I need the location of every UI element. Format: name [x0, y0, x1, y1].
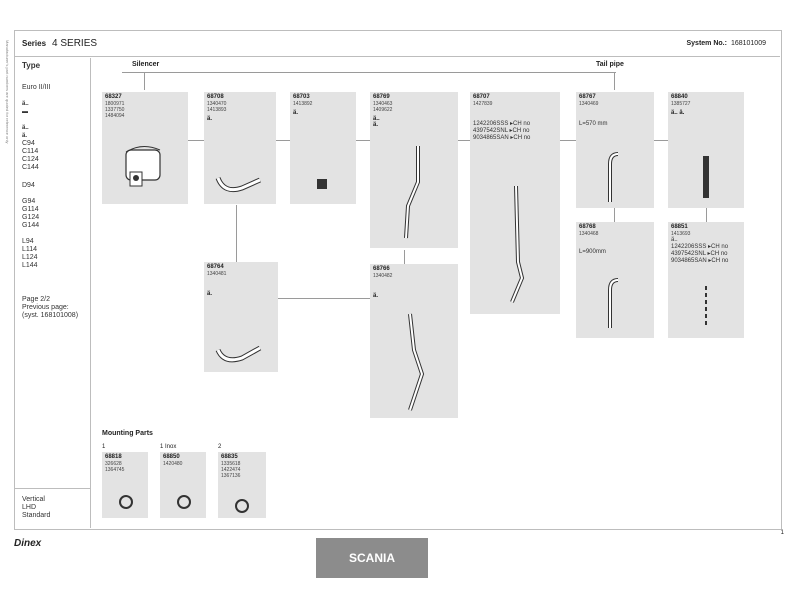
pipe-drawing	[504, 182, 534, 308]
part-refs: 1340481	[207, 271, 227, 277]
part-box-68767[interactable]	[576, 92, 654, 208]
connector-7	[236, 205, 237, 263]
symbol-mark: ä.	[373, 293, 379, 299]
part-box-68850[interactable]	[160, 452, 206, 518]
mount-pre-68818: 1	[102, 444, 106, 450]
euro-label: Euro II/III	[22, 84, 51, 91]
part-refs: 1800971 1337750 1484094	[105, 101, 125, 119]
length-note: L=570 mm	[579, 121, 608, 127]
models-c: C94 C114 C124 C144	[22, 140, 39, 171]
part-refs: 1420480	[163, 461, 183, 467]
symbol-mark: ä..	[671, 237, 678, 243]
part-refs: 1340469	[579, 101, 599, 107]
header-divider	[14, 56, 780, 57]
part-refs: 1340470 1413893	[207, 101, 227, 113]
part-refs: 1340463 1409622	[373, 101, 393, 113]
pipe-drawing	[398, 142, 428, 242]
part-box-68769[interactable]	[370, 92, 458, 248]
part-box-68764[interactable]	[204, 262, 278, 372]
system-value: 168101009	[730, 40, 766, 47]
connector-5	[560, 140, 576, 141]
length-note: L=900mm	[579, 249, 606, 255]
dinex-logo: Dinex	[14, 538, 42, 549]
part-number: 68708	[207, 94, 224, 100]
hose-drawing	[214, 340, 270, 368]
symbol-mark: ä.	[207, 116, 213, 122]
series-label: Series	[22, 39, 47, 48]
part-refs: 1335618 1422474 1367136	[221, 461, 241, 479]
part-number: 68835	[221, 454, 238, 460]
connector-top	[122, 72, 616, 73]
mounting-heading: Mounting Parts	[102, 430, 153, 437]
part-refs: 1413892	[293, 101, 313, 107]
system-label: System No.:	[686, 40, 727, 47]
series-value: 4 SERIES	[52, 38, 98, 49]
part-box-68851[interactable]	[668, 222, 744, 338]
part-refs: 1340468	[579, 231, 599, 237]
part-refs: 1413693	[671, 231, 691, 237]
system-number	[686, 40, 766, 47]
part-box-68766[interactable]	[370, 264, 458, 418]
scania-banner: SCANIA	[316, 538, 428, 578]
ref-line: 9034865SAN ▸CH no	[473, 135, 531, 141]
series-heading	[22, 38, 97, 49]
connector-2	[276, 140, 290, 141]
models-d: D94	[22, 182, 35, 189]
clamp-drawing	[174, 492, 194, 512]
connector-8	[404, 250, 405, 264]
pipe-section-drawing	[700, 282, 712, 332]
part-refs: 1427839	[473, 101, 493, 107]
mount-pre-68850: 1 Inox	[160, 444, 177, 450]
tailpipe-drawing	[604, 150, 624, 206]
part-box-68818[interactable]	[102, 452, 148, 518]
models-g: G94 G114 G124 G144	[22, 198, 40, 229]
connector-tail	[614, 72, 615, 90]
symbol-mark: ä.	[207, 291, 213, 297]
ref-line: 9034865SAN ▸CH no	[671, 258, 729, 264]
connector-silencer	[144, 72, 145, 90]
part-number: 68818	[105, 454, 122, 460]
ref-line: 4397542SNL ▸CH no	[671, 251, 728, 257]
connector-6	[654, 140, 668, 141]
symbol-mark: ä.	[293, 110, 299, 116]
part-refs: 1385727	[671, 101, 691, 107]
vertical-note-text: Manufacturer's part numbers are quoted for reference only	[5, 40, 10, 144]
part-box-68768[interactable]	[576, 222, 654, 338]
hose-drawing	[214, 170, 270, 198]
type-label: Type	[22, 61, 41, 70]
connector-10	[614, 208, 615, 222]
part-number: 68840	[671, 94, 688, 100]
part-refs: 326628 1364745	[105, 461, 125, 473]
part-box-68708[interactable]	[204, 92, 276, 204]
part-box-68327[interactable]	[102, 92, 188, 204]
mount-pre-68835: 2	[218, 444, 222, 450]
part-number: 68766	[373, 266, 390, 272]
ref-line: 4397542SNL ▸CH no	[473, 128, 530, 134]
part-box-68835[interactable]	[218, 452, 266, 518]
connector-1	[188, 140, 204, 141]
connector-3	[356, 140, 370, 141]
part-box-68703[interactable]	[290, 92, 356, 204]
part-number: 68767	[579, 94, 596, 100]
models-l: L94 L114 L124 L144	[22, 238, 38, 269]
page-number: 1	[780, 530, 784, 536]
symbol-mark: ä.. ä.	[671, 110, 685, 116]
part-number: 68327	[105, 94, 122, 100]
connector-11	[706, 208, 707, 222]
pipe-drawing	[400, 310, 430, 414]
sidebar-divider	[14, 488, 90, 489]
part-number: 68764	[207, 264, 224, 270]
tail-pipe-heading: Tail pipe	[596, 61, 624, 68]
page-info: Page 2/2 Previous page: (syst. 168101008)	[22, 296, 79, 319]
part-refs: 1340482	[373, 273, 393, 279]
ref-line: 1242206SSS ▸CH no	[671, 244, 729, 250]
clamp-drawing	[232, 496, 252, 516]
connector-9	[278, 298, 370, 299]
clamp-drawing	[314, 176, 330, 192]
tailpipe-drawing	[604, 276, 624, 332]
part-number: 68851	[671, 224, 688, 230]
clamp-drawing	[116, 492, 136, 512]
pipe-section-drawing	[700, 152, 712, 202]
part-number: 68768	[579, 224, 596, 230]
symbol-marks: ä.. ▬ ä.. ä.	[22, 101, 29, 139]
part-number: 68769	[373, 94, 390, 100]
sidebar	[14, 58, 91, 528]
silencer-drawing	[120, 142, 170, 192]
part-number: 68707	[473, 94, 490, 100]
part-number: 68703	[293, 94, 310, 100]
part-number: 68850	[163, 454, 180, 460]
part-box-68840[interactable]	[668, 92, 744, 208]
silencer-heading: Silencer	[132, 61, 160, 68]
part-box-68707[interactable]	[470, 92, 560, 314]
symbol-mark: ä.. ä.	[373, 116, 380, 128]
vertical-note	[2, 40, 10, 320]
config-info: Vertical LHD Standard	[22, 496, 51, 519]
ref-line: 1242206SSS ▸CH no	[473, 121, 531, 127]
